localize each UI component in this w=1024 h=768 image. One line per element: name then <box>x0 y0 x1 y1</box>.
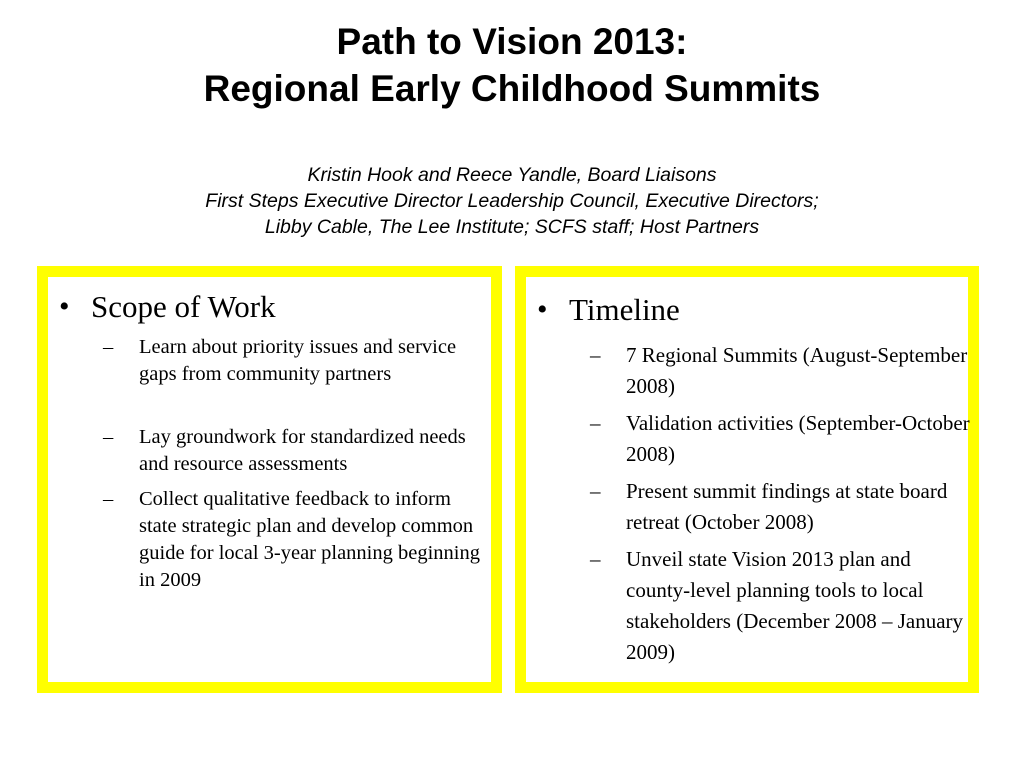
list-item-text: Unveil state Vision 2013 plan and county-level planning tools to local stakeholders (December 2008 – January 2009) <box>626 547 964 664</box>
dash-icon: – <box>590 343 601 367</box>
slide-title <box>0 18 1024 112</box>
slide-title-line-1: Path to Vision 2013: <box>336 21 688 62</box>
bullet-icon: • <box>537 293 548 326</box>
subtitle-line-1: Kristin Hook and Reece Yandle, Board Liaisons <box>307 164 717 186</box>
dash-icon: – <box>103 336 114 358</box>
list-item-text: Validation activities (September-October 2008) <box>626 411 970 466</box>
list-item <box>103 334 503 415</box>
timeline-box <box>515 266 979 693</box>
dash-icon: – <box>590 547 601 571</box>
slide-title-line-2: Regional Early Childhood Summits <box>203 68 821 109</box>
list-item-text: Present summit findings at state board retreat (October 2008) <box>626 479 948 534</box>
list-item <box>590 476 990 538</box>
bullet-icon: • <box>59 290 70 323</box>
dash-icon: – <box>103 488 114 510</box>
list-item-text: Lay groundwork for standardized needs and resource assessments <box>139 426 466 475</box>
subtitle-line-3: Libby Cable, The Lee Institute; SCFS staff; Host Partners <box>264 216 760 238</box>
subtitle-line-2: First Steps Executive Director Leadership Council, Executive Directors; <box>205 190 819 212</box>
list-item-text: Collect qualitative feedback to inform state strategic plan and develop common guide for local 3-year planning beginning in 2009 <box>139 488 480 591</box>
dash-icon: – <box>590 411 601 435</box>
list-item-text: Learn about priority issues and service gaps from community partners <box>139 336 457 385</box>
dash-icon: – <box>590 479 601 503</box>
list-item <box>103 424 503 478</box>
list-item <box>590 408 990 470</box>
list-item-text: 7 Regional Summits (August-September 2008) <box>626 343 968 398</box>
scope-of-work-heading: Scope of Work <box>91 289 276 324</box>
dash-icon: – <box>103 426 114 448</box>
list-item <box>103 486 503 594</box>
list-item <box>590 544 990 668</box>
slide-subtitle <box>0 162 1024 240</box>
scope-of-work-box <box>37 266 502 693</box>
list-item <box>590 340 990 402</box>
timeline-heading: Timeline <box>569 292 680 327</box>
